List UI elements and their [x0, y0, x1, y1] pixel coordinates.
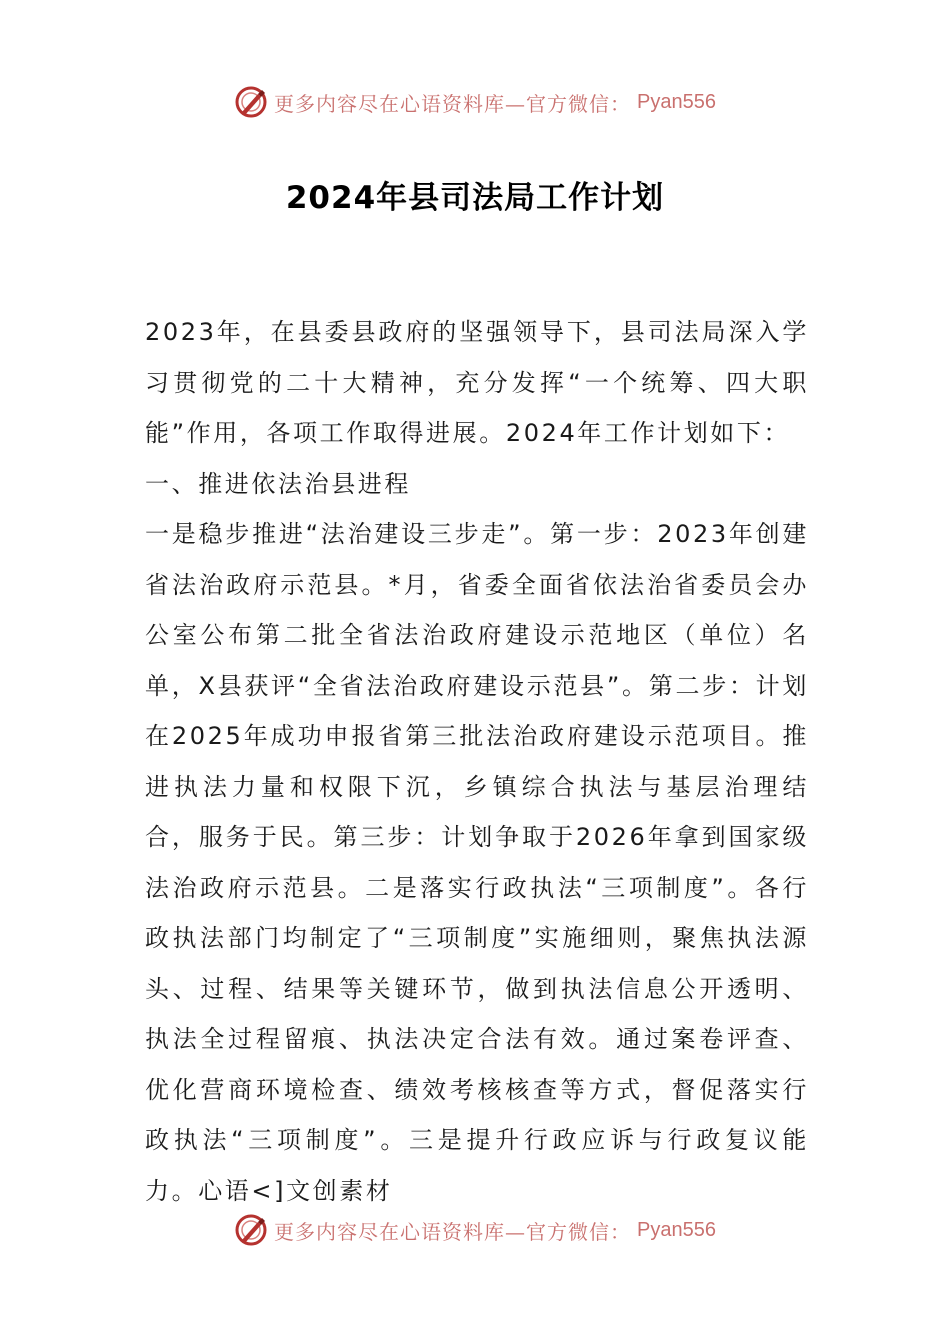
footer-watermark-banner	[0, 1210, 950, 1250]
watermark-text: 更多内容尽在心语资料库—官方微信：	[274, 91, 632, 116]
watermark-handle: Pyan556	[637, 90, 716, 113]
watermark-handle: Pyan556	[637, 1218, 716, 1241]
document-body	[145, 307, 809, 1216]
pen-circle-logo-icon	[234, 1213, 268, 1247]
watermark-text: 更多内容尽在心语资料库—官方微信：	[274, 1219, 632, 1244]
document-title: 2024年县司法局工作计划	[285, 180, 665, 216]
header-watermark-banner	[0, 82, 950, 122]
body-paragraph-section-1: 一是稳步推进“法治建设三步走”。第一步：2023年创建省法治政府示范县。*月，省委全面省依法治省委员会办公室公布第二批全省法治政府建设示范地区（单位）名单，X县获评“全省法治政府建设示范县”。第二步：计划在2025年成功申报省第三批法治政府建设示范项目。推进执法力量和权限下沉，乡镇综合执法与基层治理结合，服务于民。第三步：计划争取于2026年拿到国家级法治政府示范县。二是落实行政执法“三项制度”。各行政执法部门均制定了“三项制度”实施细则，聚焦执法源头、过程、结果等关键环节，做到执法信息公开透明、执法全过程留痕、执法决定合法有效。通过案卷评查、优化营商环境检查、绩效考核核查等方式，督促落实行政执法“三项制度”。三是提升行政应诉与行政复议能力。心语<]文创素材	[145, 520, 809, 1205]
body-paragraph-intro: 2023年，在县委县政府的坚强领导下，县司法局深入学习贯彻党的二十大精神，充分发挥“一个统筹、四大职能”作用，各项工作取得进展。2024年工作计划如下：	[145, 318, 809, 447]
section-heading-1: 一、推进依法治县进程	[145, 469, 411, 498]
pen-circle-logo-icon	[234, 85, 268, 119]
